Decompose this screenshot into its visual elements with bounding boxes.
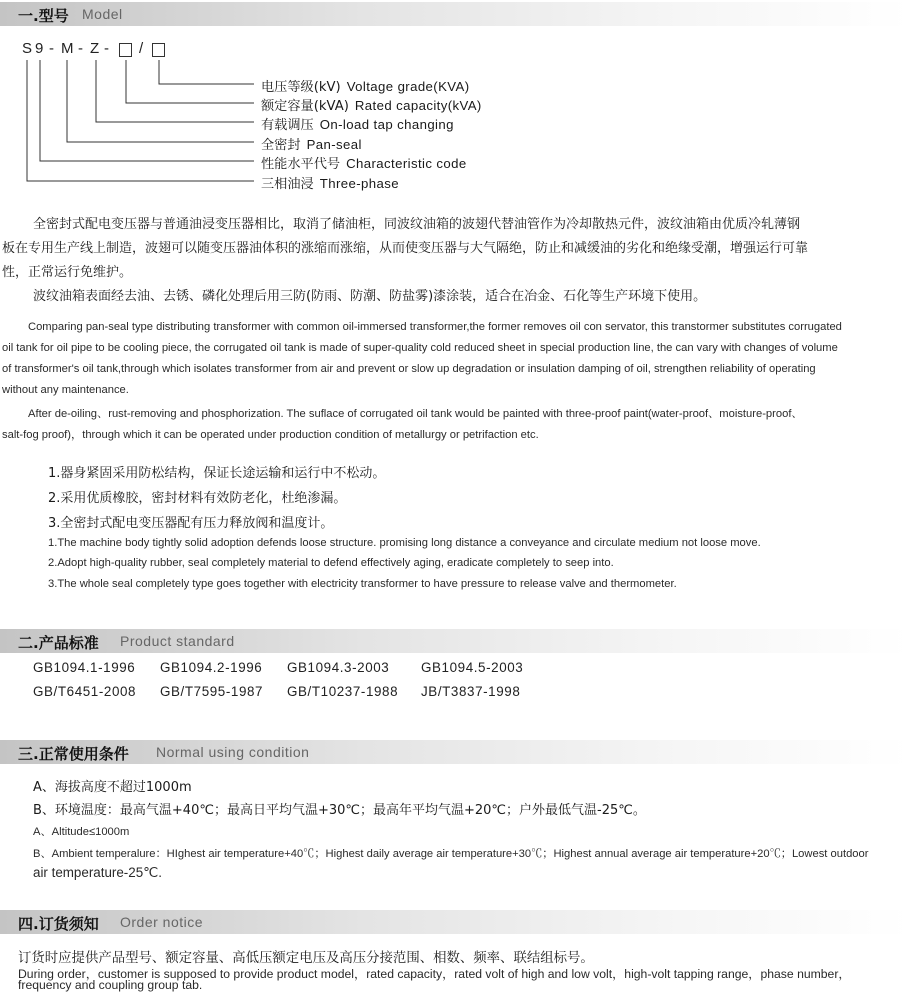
desc-cn-line: 板在专用生产线上制造，波翅可以随变压器油体积的涨缩而涨缩，从而使变压器与大气隔绝，防止和减缓油的劣化和绝缘受潮，增强运行可靠 bbox=[2, 241, 809, 256]
model-code-char: - bbox=[78, 40, 83, 57]
standard-item: JB/T3837-1998 bbox=[421, 684, 521, 699]
section-header-normal-condition bbox=[0, 740, 910, 764]
model-code-char: / bbox=[139, 40, 144, 57]
standard-item: GB/T10237-1988 bbox=[287, 684, 399, 699]
desc-cn-line: 波纹油箱表面经去油、去锈、磷化处理后用三防(防雨、防潮、防盐雾)漆涂装，适合在冶金、石化等生产环境下使用。 bbox=[33, 289, 707, 304]
legend-item-three-phase: 三相油浸 Three-phase bbox=[261, 176, 399, 192]
desc-en-line: Comparing pan-seal type distributing transformer with common oil-immersed transformer,the former removes oil con servator, this transtormer substitutes corrugated bbox=[28, 321, 842, 333]
feature-cn-item: 3.全密封式配电变压器配有压力释放阀和温度计。 bbox=[48, 516, 334, 531]
feature-en-item: 2.Adopt high-quality rubber, seal completely material to defend effectively aging, eradicate completely to seep into. bbox=[48, 557, 614, 569]
condition-en-item: A、Altitude≤1000m bbox=[33, 826, 130, 838]
model-code-char: - bbox=[49, 40, 54, 57]
desc-cn-line: 性，正常运行免维护。 bbox=[2, 265, 133, 280]
desc-en-line: After de-oiling、rust-removing and phosphorization. The suflace of corrugated oil tank would be painted with three-proof paint(water-proof、moisture-proof、 bbox=[28, 408, 803, 420]
model-code-char: M bbox=[61, 40, 74, 57]
condition-en-item: B、Ambient temperalure：HIghest air temperature+40℃；Highest daily average air temperature+30℃；Highest annual average air temperature+20℃；Lowest outdoor bbox=[33, 848, 869, 860]
model-code-char: 9 bbox=[35, 40, 44, 57]
standard-item: GB1094.2-1996 bbox=[160, 660, 263, 675]
section-header-product-standard bbox=[0, 629, 910, 653]
section-title-en: Product standard bbox=[120, 633, 235, 649]
section-title-cn: 三.正常使用条件 bbox=[18, 745, 129, 763]
model-code-char: - bbox=[104, 40, 109, 57]
legend-item-tap-changing: 有载调压 On-load tap changing bbox=[261, 117, 454, 133]
legend-item-characteristic: 性能水平代号 Characteristic code bbox=[261, 156, 467, 172]
condition-en-item: air temperature-25℃. bbox=[33, 865, 162, 880]
section-title-cn: 四.订货须知 bbox=[18, 915, 99, 933]
condition-cn-item: A、海拔高度不超过1000m bbox=[33, 780, 192, 795]
standard-item: GB/T7595-1987 bbox=[160, 684, 264, 699]
section-title-en: Normal using condition bbox=[156, 744, 310, 760]
model-code-char: S bbox=[22, 40, 33, 57]
standard-item: GB/T6451-2008 bbox=[33, 684, 137, 699]
standard-item: GB1094.5-2003 bbox=[421, 660, 524, 675]
legend-item-capacity: 额定容量(kVA) Rated capacity(kVA) bbox=[261, 98, 482, 114]
order-notice-en-line: frequency and coupling group tab. bbox=[18, 978, 203, 992]
legend-item-voltage: 电压等级(kV) Voltage grade(KVA) bbox=[261, 79, 470, 95]
feature-en-item: 3.The whole seal completely type goes together with electricity transformer to have pressure to release valve and thermometer. bbox=[48, 578, 677, 590]
order-notice-en-line: During order，customer is supposed to provide product model，rated capacity，rated volt of high and low volt，high-volt tapping range，phase number， bbox=[18, 967, 851, 981]
standard-item: GB1094.1-1996 bbox=[33, 660, 136, 675]
feature-cn-item: 2.采用优质橡胶，密封材料有效防老化，杜绝渗漏。 bbox=[48, 491, 347, 506]
feature-cn-item: 1.器身紧固采用防松结构，保证长途运输和运行中不松动。 bbox=[48, 466, 386, 481]
feature-en-item: 1.The machine body tightly solid adoption defends loose structure. promising long distance a conveyance and circulate medium not loose move. bbox=[48, 537, 761, 549]
section-title-cn: 二.产品标准 bbox=[18, 634, 99, 652]
desc-en-line: oil tank for oil pipe to be cooling piece, the corrugated oil tank is made of super-quality cold reduced sheet in special production line, the can vary with changes of volume bbox=[2, 342, 838, 354]
condition-cn-item: B、环境温度：最高气温+40℃；最高日平均气温+30℃；最高年平均气温+20℃；户外最低气温-25℃。 bbox=[33, 803, 646, 818]
order-notice-cn: 订货时应提供产品型号、额定容量、高低压额定电压及高压分接范围、相数、频率、联结组标号。 bbox=[18, 951, 594, 966]
desc-cn-line: 全密封式配电变压器与普通油浸变压器相比，取消了储油柜，同波纹油箱的波翅代替油管作为冷却散热元件，波纹油箱由优质冷轧薄钢 bbox=[33, 217, 801, 232]
desc-en-line: salt-fog proof)，through which it can be operated under production condition of metallurgy or petrifaction etc. bbox=[2, 429, 539, 441]
model-code-char: Z bbox=[90, 40, 100, 57]
legend-item-pan-seal: 全密封 Pan-seal bbox=[261, 137, 362, 153]
section-header-order-notice bbox=[0, 910, 910, 934]
desc-en-line: of transformer's oil tank,through which isolates transformer from air and prevent or slow up degradation or insulation damping of oil, strengthen reliability of operating bbox=[2, 363, 816, 375]
desc-en-line: without any maintenance. bbox=[2, 384, 129, 396]
section-title-cn: 一.型号 bbox=[18, 7, 69, 25]
standard-item: GB1094.3-2003 bbox=[287, 660, 390, 675]
section-title-en: Order notice bbox=[120, 914, 204, 930]
section-title-en: Model bbox=[82, 6, 123, 22]
